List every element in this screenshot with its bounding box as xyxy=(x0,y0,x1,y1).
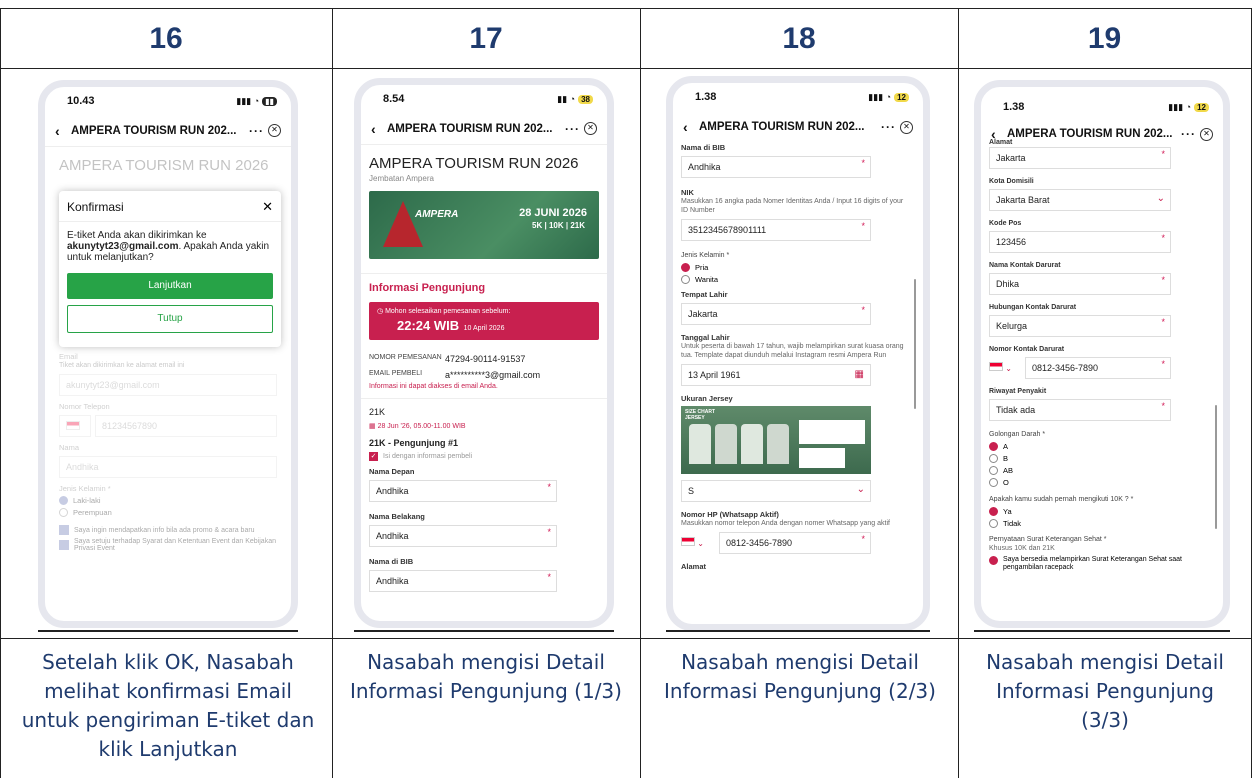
radio-label: Pria xyxy=(695,263,709,272)
flag-id-icon xyxy=(989,362,1003,371)
jersey-size-chart xyxy=(681,406,871,474)
phone-screenshot-17 xyxy=(354,78,614,628)
step-caption: Nasabah mengisi Detail Informasi Pengunjung (2/3) xyxy=(664,650,936,703)
country-code-select[interactable] xyxy=(989,357,1021,379)
app-nav-bar xyxy=(361,113,607,145)
bib-input[interactable]: Andhika * xyxy=(369,570,557,592)
back-arrow-icon[interactable]: ‹ xyxy=(991,126,996,142)
status-bar xyxy=(45,87,291,115)
column-divider xyxy=(958,8,959,778)
chevron-down-icon: ⌄ xyxy=(695,539,704,548)
medical-history-label: Riwayat Penyakit xyxy=(989,388,1047,395)
emergency-name-value: Dhika xyxy=(996,279,1020,289)
phone-input[interactable]: 81234567890 xyxy=(95,415,277,437)
jersey-icon xyxy=(715,424,737,464)
dob-label: Tanggal Lahir xyxy=(681,333,730,342)
more-icon[interactable]: ··· xyxy=(565,121,580,136)
radio-label: Laki-laki xyxy=(73,496,101,505)
zip-value: 123456 xyxy=(996,237,1027,247)
name-label: Nama xyxy=(59,443,80,452)
alert-time: 22:24 WIB xyxy=(397,318,460,333)
address-label: Alamat xyxy=(989,139,1013,146)
radio-pria[interactable] xyxy=(681,263,690,272)
buyer-value: a**********3@gmail.com xyxy=(445,370,541,380)
confirm-modal xyxy=(59,191,281,347)
phone-screenshot-19 xyxy=(974,80,1230,628)
status-bar xyxy=(361,85,607,113)
blood-type-label: Golongan Darah * xyxy=(989,431,1046,438)
gender-label: Jenis Kelamin * xyxy=(59,484,111,493)
country-code-select[interactable] xyxy=(681,532,715,554)
order-value: 47294-90114-91537 xyxy=(445,354,526,364)
wa-value: 0812-3456-7890 xyxy=(726,538,793,548)
last-name-value: Andhika xyxy=(376,531,409,541)
emergency-relation-input[interactable]: Kelurga * xyxy=(989,315,1171,337)
radio-wanita[interactable] xyxy=(681,275,690,284)
zip-input[interactable]: 123456 * xyxy=(989,231,1171,253)
app-nav-bar xyxy=(673,111,923,143)
prior-10k-label: Apakah kamu sudah pernah mengikuti 10K ? * xyxy=(989,496,1134,503)
step-caption: Nasabah mengisi Detail Informasi Pengunjung (1/3) xyxy=(350,650,622,703)
calendar-icon[interactable]: ▦ xyxy=(854,369,864,380)
radio-female[interactable] xyxy=(59,508,68,517)
emergency-phone-label: Nomor Kontak Darurat xyxy=(989,346,1065,353)
screenshot-underline xyxy=(666,630,930,632)
modal-message xyxy=(67,230,273,263)
close-icon[interactable]: ✕ xyxy=(262,199,273,214)
last-name-label: Nama Belakang xyxy=(369,512,425,521)
wa-hint: Masukkan nomor telepon Anda dengan nomer Whatsapp yang aktif xyxy=(681,520,890,527)
step-number: 19 xyxy=(1087,22,1122,55)
checkbox-promo[interactable] xyxy=(59,525,69,535)
phone-screenshot-18 xyxy=(666,76,930,631)
bib-value: Andhika xyxy=(688,162,721,172)
status-icons: ▮▮▮ ◔ 12 xyxy=(868,92,909,103)
screenshot-underline xyxy=(974,630,1230,632)
app-nav-bar xyxy=(45,115,291,147)
screenshot-underline xyxy=(354,630,614,632)
step-caption: Setelah klik OK, Nasabah melihat konfirmasi Email untuk pengiriman E-tiket dan klik Lanjutkan xyxy=(21,650,315,761)
emergency-relation-label: Hubungan Kontak Darurat xyxy=(989,304,1077,311)
pob-label: Tempat Lahir xyxy=(681,290,728,299)
step-number: 16 xyxy=(149,22,183,55)
battery-icon: ▮▮ xyxy=(262,97,277,106)
flag-id-icon xyxy=(681,537,695,546)
nik-hint: Masukkan 16 angka pada Nomer Identitas Anda / Input 16 digits of your ID Number xyxy=(681,198,904,214)
nav-title: AMPERA TOURISM RUN 202... xyxy=(387,122,553,135)
first-name-label: Nama Depan xyxy=(369,467,415,476)
status-icons: ▮▮▮ ◔ ▮▮ xyxy=(236,96,277,107)
first-name-value: Andhika xyxy=(376,486,409,496)
close-icon[interactable]: ✕ xyxy=(584,122,597,135)
wa-label: Nomor HP (Whatsapp Aktif) xyxy=(681,510,779,519)
radio-male[interactable] xyxy=(59,496,68,505)
radio-label: Perempuan xyxy=(73,508,112,517)
city-value: Jakarta Barat xyxy=(996,195,1050,205)
pob-input[interactable]: Jakarta * xyxy=(681,303,871,325)
modal-title: Konfirmasi xyxy=(67,200,124,214)
banner-distance: 5K | 10K | 21K xyxy=(532,221,585,230)
email-input[interactable]: akunytyt23@gmail.com xyxy=(59,374,277,396)
status-icons: ▮▮▮ ◔ 12 xyxy=(1168,102,1209,113)
nik-label: NIK xyxy=(681,188,694,197)
emergency-phone-input[interactable]: 0812-3456-7890 * xyxy=(1025,357,1171,379)
nav-title: AMPERA TOURISM RUN 202... xyxy=(71,124,237,137)
nik-input[interactable]: 3512345678901111 * xyxy=(681,219,871,241)
section-title: Informasi Pengunjung xyxy=(369,282,486,294)
jersey-icon xyxy=(741,424,763,464)
chevron-down-icon: ⌄ xyxy=(1003,364,1012,373)
screenshot-underline xyxy=(38,630,298,632)
checkbox-label: Saya bersedia melampirkan Surat Keterangan Sehat saat pengambilan racepack xyxy=(1003,556,1182,571)
radio-label: AB xyxy=(1003,466,1014,475)
radio-label: Tidak xyxy=(1003,519,1022,528)
event-title: AMPERA TOURISM RUN 2026 xyxy=(369,155,579,172)
address-value: Jakarta xyxy=(996,153,1026,163)
step-caption: Nasabah mengisi Detail Informasi Pengunjung (3/3) xyxy=(986,650,1224,732)
radio-blood-a[interactable] xyxy=(989,442,998,451)
bib-label: Nama di BIB xyxy=(681,143,726,152)
bib-label: Nama di BIB xyxy=(369,557,414,566)
radio-blood-o[interactable] xyxy=(989,478,998,487)
email-note: Informasi ini dapat diakses di email Anda. xyxy=(369,383,498,390)
bg-event-title: AMPERA TOURISM RUN 2026 xyxy=(59,157,269,174)
flag-id-icon xyxy=(66,421,80,430)
step-number: 17 xyxy=(469,22,503,55)
column-divider xyxy=(332,8,333,778)
size-chart-title: SIZE CHART JERSEY xyxy=(685,409,715,421)
modal-text: E-tiket Anda akan dikirimkan ke xyxy=(67,230,207,241)
banner-brand: AMPERA xyxy=(415,209,459,220)
emergency-name-label: Nama Kontak Darurat xyxy=(989,262,1061,269)
modal-text: . Apakah Anda yakin untuk melanjutkan? xyxy=(67,241,270,263)
battery-icon: 12 xyxy=(1194,103,1209,112)
back-arrow-icon[interactable]: ‹ xyxy=(371,120,376,137)
dob-input[interactable] xyxy=(681,364,871,386)
address-input[interactable]: Jakarta * xyxy=(989,147,1171,169)
status-bar xyxy=(981,87,1223,121)
radio-label: O xyxy=(1003,478,1009,487)
address-label: Alamat xyxy=(681,562,707,571)
emergency-phone-value: 0812-3456-7890 xyxy=(1032,363,1099,373)
country-code-select[interactable] xyxy=(59,415,91,437)
battery-icon: 38 xyxy=(578,95,593,104)
phone-screenshot-16 xyxy=(38,80,298,628)
size-table-icon xyxy=(799,420,865,444)
radio-yes[interactable] xyxy=(989,507,998,516)
chevron-down-icon: ⌄ xyxy=(856,484,865,495)
event-venue: Jembatan Ampera xyxy=(369,174,434,183)
radio-blood-ab[interactable] xyxy=(989,466,998,475)
size-table-icon xyxy=(799,448,845,468)
emergency-relation-value: Kelurga xyxy=(996,321,1028,331)
column-divider xyxy=(1251,8,1252,778)
nav-title: AMPERA TOURISM RUN 202... xyxy=(1007,128,1173,140)
continue-button[interactable]: Lanjutkan xyxy=(67,273,273,299)
radio-no[interactable] xyxy=(989,519,998,528)
alert-date: 10 April 2026 xyxy=(463,325,505,332)
jersey-icon xyxy=(689,424,711,464)
step-number: 18 xyxy=(782,22,816,55)
clock-icon: ◷ xyxy=(377,308,384,315)
medical-history-value: Tidak ada xyxy=(996,405,1036,415)
first-name-input[interactable]: Andhika * xyxy=(369,480,557,502)
jersey-label: Ukuran Jersey xyxy=(681,394,733,403)
health-statement-label: Pernyataan Surat Keterangan Sehat * xyxy=(989,536,1107,543)
status-time: 10.43 xyxy=(67,95,95,107)
health-statement-hint: Khusus 10K dan 21K xyxy=(989,545,1055,552)
name-input[interactable]: Andhika xyxy=(59,456,277,478)
bib-input[interactable]: Andhika * xyxy=(681,156,871,178)
battery-icon: 12 xyxy=(894,93,909,102)
radio-label: Wanita xyxy=(695,275,719,284)
gender-label: Jenis Kelamin * xyxy=(681,252,730,259)
city-label: Kota Domisili xyxy=(989,178,1034,185)
ticket-title: 21K - Pengunjung #1 xyxy=(369,438,459,448)
dob-value: 13 April 1961 xyxy=(688,370,741,380)
status-time: 8.54 xyxy=(383,93,405,105)
checkbox-label: Isi dengan informasi pembeli xyxy=(383,453,473,460)
more-icon[interactable]: ··· xyxy=(249,123,264,138)
close-button[interactable]: Tutup xyxy=(67,305,273,333)
form-scroll[interactable] xyxy=(981,139,1223,572)
close-icon[interactable]: ✕ xyxy=(268,124,281,137)
scrollbar[interactable] xyxy=(1215,405,1217,529)
calendar-icon: ▦ xyxy=(369,423,376,430)
back-arrow-icon[interactable]: ‹ xyxy=(55,122,60,139)
phone-label: Nomor Telepon xyxy=(59,402,110,411)
status-time: 1.38 xyxy=(1003,101,1025,113)
status-icons: ▮▮ ◔ 38 xyxy=(557,94,593,105)
radio-label: B xyxy=(1003,454,1009,463)
back-arrow-icon[interactable]: ‹ xyxy=(683,119,688,135)
checkbox-terms[interactable] xyxy=(59,540,69,550)
status-bar xyxy=(673,83,923,111)
modal-email: akunytyt23@gmail.com xyxy=(67,241,179,252)
deadline-alert xyxy=(369,302,599,340)
medical-history-input[interactable]: Tidak ada * xyxy=(989,399,1171,421)
fill-checkbox[interactable]: ✓ xyxy=(370,453,377,460)
health-checkbox[interactable] xyxy=(989,556,998,565)
alert-text: Mohon selesaikan pemesanan sebelum: xyxy=(385,308,511,315)
dob-hint: Untuk peserta di bawah 17 tahun, wajib melampirkan surat kuasa orang tua. Template dapat diunduh melalui Instagram resmi Ampera Run xyxy=(681,343,904,359)
checkbox-label: Saya setuju terhadap Syarat dan Ketentuan Event dan Kebijakan Privasi Event xyxy=(74,538,276,552)
email-label: Email xyxy=(59,352,78,361)
schedule: 28 Jun '26, 05.00-11.00 WIB xyxy=(377,423,466,430)
bib-value: Andhika xyxy=(376,576,409,586)
ticket-category: 21K xyxy=(369,407,386,417)
radio-label: Ya xyxy=(1003,507,1012,516)
ampera-logo-icon xyxy=(383,201,423,247)
pob-value: Jakarta xyxy=(688,309,718,319)
zip-label: Kode Pos xyxy=(989,220,1022,227)
radio-label: A xyxy=(1003,442,1009,451)
chevron-down-icon: ⌄ xyxy=(1156,193,1165,204)
buyer-label: EMAIL PEMBELI xyxy=(369,370,423,377)
wa-input[interactable]: 0812-3456-7890 * xyxy=(719,532,871,554)
row-divider xyxy=(0,68,1252,69)
row-divider xyxy=(0,638,1252,639)
close-icon[interactable]: ✕ xyxy=(900,121,913,134)
more-icon[interactable]: ··· xyxy=(1181,127,1196,141)
emergency-name-input[interactable]: Dhika * xyxy=(989,273,1171,295)
radio-blood-b[interactable] xyxy=(989,454,998,463)
email-hint: Tiket akan dikirimkan ke alamat email ini xyxy=(59,362,185,369)
form-scroll[interactable] xyxy=(673,143,919,571)
jersey-value: S xyxy=(688,486,695,496)
order-label: NOMOR PEMESANAN xyxy=(369,354,442,361)
status-time: 1.38 xyxy=(695,91,717,103)
jersey-select[interactable] xyxy=(681,480,871,502)
nik-value: 3512345678901111 xyxy=(688,225,767,235)
column-divider xyxy=(640,8,641,778)
event-banner xyxy=(369,191,599,259)
city-select[interactable] xyxy=(989,189,1171,211)
nav-title: AMPERA TOURISM RUN 202... xyxy=(699,121,865,133)
scrollbar[interactable] xyxy=(914,279,916,409)
more-icon[interactable]: ··· xyxy=(881,120,896,134)
close-icon[interactable]: ✕ xyxy=(1200,128,1213,141)
last-name-input[interactable]: Andhika * xyxy=(369,525,557,547)
checkbox-label: Saya ingin mendapatkan info bila ada promo & acara baru xyxy=(74,526,255,534)
jersey-icon xyxy=(767,424,789,464)
banner-date: 28 JUNI 2026 xyxy=(519,207,587,219)
